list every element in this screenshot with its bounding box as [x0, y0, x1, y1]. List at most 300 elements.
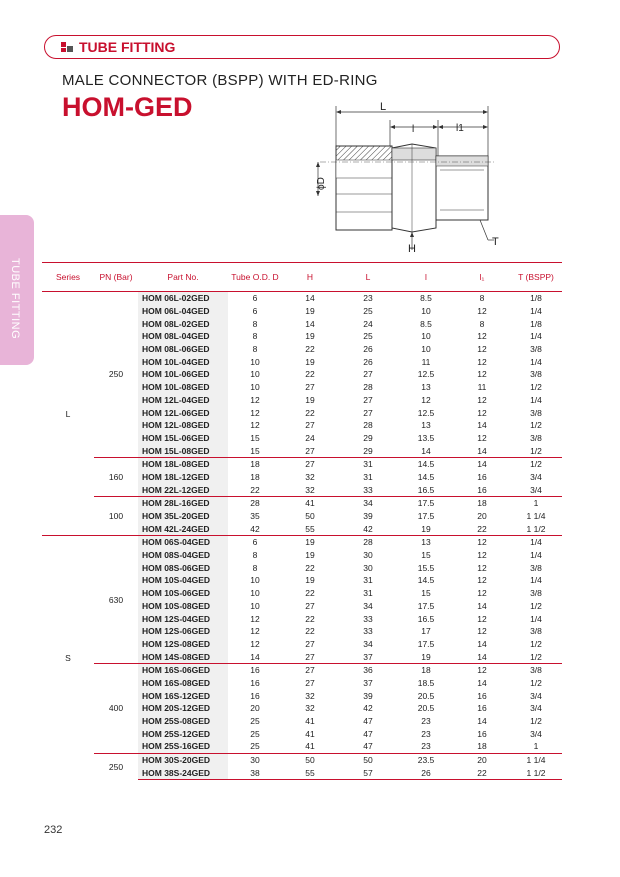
h-cell: 32 — [305, 690, 315, 701]
part-no-cell: HOM 06L-02GED — [138, 292, 228, 305]
L-cell: 27 — [363, 369, 373, 380]
l-cell: 15 — [421, 550, 431, 561]
L-cell: 39 — [363, 511, 373, 522]
tube-od-cell: 20 — [250, 703, 260, 714]
L-cell: 29 — [363, 432, 373, 443]
part-no-cell: HOM 08L-04GED — [138, 330, 228, 343]
l-cell: 11 — [421, 356, 431, 367]
tube-od-cell: 10 — [250, 356, 260, 367]
pn-cell: 400 — [94, 663, 138, 753]
h-cell: 22 — [305, 344, 315, 355]
L-cell: 47 — [363, 741, 373, 752]
l1-cell: 12 — [477, 588, 487, 599]
h-cell: 27 — [305, 651, 315, 662]
t-cell: 3/8 — [510, 663, 562, 676]
part-no-cell: HOM 25S-08GED — [138, 715, 228, 728]
part-no-cell: HOM 25S-12GED — [138, 727, 228, 740]
tube-od-cell: 8 — [252, 550, 258, 561]
L-cell: 24 — [363, 318, 373, 329]
part-no-cell: HOM 08L-06GED — [138, 343, 228, 356]
l-cell: 14 — [421, 445, 431, 456]
dim-T-label: T — [492, 236, 499, 248]
h-cell: 27 — [282, 457, 338, 470]
tube-od-cell: 15 — [250, 432, 260, 443]
t-cell: 1/2 — [530, 382, 542, 393]
h-cell: 24 — [305, 432, 315, 443]
series-cell: S — [42, 536, 94, 780]
dim-l-label: l — [412, 124, 415, 135]
L-cell: 28 — [363, 382, 373, 393]
l1-cell: 22 — [454, 766, 510, 779]
h-cell: 55 — [305, 523, 315, 534]
l1-cell: 12 — [477, 562, 487, 573]
l1-cell: 12 — [477, 344, 487, 355]
t-cell: 1 — [510, 497, 562, 510]
L-cell: 33 — [363, 613, 373, 624]
l-cell: 12 — [421, 394, 431, 405]
part-no-cell: HOM 15L-06GED — [138, 432, 228, 445]
l-cell: 17 — [421, 626, 431, 637]
L-cell: 31 — [363, 588, 373, 599]
t-cell: 1/2 — [530, 445, 542, 456]
t-cell: 3/8 — [530, 626, 542, 637]
table-row — [42, 497, 562, 510]
t-cell: 3/8 — [530, 562, 542, 573]
l-cell: 16.5 — [417, 484, 435, 495]
part-no-cell: HOM 16S-12GED — [138, 689, 228, 702]
table-row — [42, 457, 562, 470]
L-cell: 25 — [363, 306, 373, 317]
part-no-cell: HOM 12L-06GED — [138, 406, 228, 419]
L-cell: 31 — [363, 471, 373, 482]
l1-cell: 12 — [477, 331, 487, 342]
l-cell: 23 — [421, 728, 431, 739]
L-cell: 26 — [363, 356, 373, 367]
t-cell: 3/4 — [530, 728, 542, 739]
part-no-cell: HOM 10L-08GED — [138, 381, 228, 394]
col-h: H — [282, 263, 338, 292]
part-no-cell: HOM 15L-08GED — [138, 444, 228, 457]
side-tab-label: TUBE FITTING — [9, 258, 21, 340]
l-cell: 13 — [421, 420, 431, 431]
tube-od-cell: 12 — [250, 420, 260, 431]
h-cell: 19 — [282, 536, 338, 549]
t-cell: 1/8 — [530, 318, 542, 329]
L-cell: 57 — [338, 766, 398, 779]
tube-od-cell: 10 — [250, 588, 260, 599]
part-no-cell: HOM 12S-04GED — [138, 612, 228, 625]
tube-od-cell: 25 — [250, 728, 260, 739]
col-tube-od: Tube O.D. D — [228, 263, 282, 292]
L-cell: 33 — [363, 484, 373, 495]
L-cell: 25 — [363, 331, 373, 342]
pn-cell: 100 — [94, 497, 138, 536]
L-cell: 30 — [363, 562, 373, 573]
L-cell: 31 — [363, 575, 373, 586]
l-cell: 19 — [421, 523, 431, 534]
l1-cell: 8 — [479, 293, 485, 304]
l-cell: 10 — [421, 344, 431, 355]
tube-od-cell: 30 — [228, 753, 282, 766]
table-row — [42, 663, 562, 676]
L-cell: 30 — [363, 550, 373, 561]
part-no-cell: HOM 18L-08GED — [138, 457, 228, 470]
l-cell: 14.5 — [398, 457, 454, 470]
L-cell: 34 — [338, 497, 398, 510]
h-cell: 19 — [305, 575, 315, 586]
t-cell: 3/8 — [530, 344, 542, 355]
t-cell: 3/8 — [530, 588, 542, 599]
tube-od-cell: 12 — [250, 394, 260, 405]
l1-cell: 14 — [477, 651, 487, 662]
dim-H-label: H — [408, 243, 416, 255]
tube-od-cell: 18 — [250, 471, 260, 482]
t-cell: 1/4 — [530, 331, 542, 342]
header-logo-icon-part — [61, 48, 66, 52]
t-cell: 1/2 — [530, 600, 542, 611]
l-cell: 23 — [421, 741, 431, 752]
t-cell: 3/4 — [530, 471, 542, 482]
L-cell: 42 — [363, 703, 373, 714]
product-subtitle: MALE CONNECTOR (BSPP) WITH ED-RING — [62, 72, 378, 89]
l1-cell: 11 — [477, 382, 487, 393]
l1-cell: 20 — [477, 511, 487, 522]
h-cell: 41 — [305, 728, 315, 739]
dim-L-label: L — [380, 101, 387, 113]
part-no-cell: HOM 35L-20GED — [138, 510, 228, 523]
h-cell: 27 — [305, 677, 315, 688]
tube-od-cell: 22 — [250, 484, 260, 495]
l1-cell: 12 — [477, 369, 487, 380]
pn-cell: 250 — [94, 753, 138, 779]
h-cell: 22 — [305, 626, 315, 637]
L-cell: 33 — [363, 626, 373, 637]
h-cell: 27 — [305, 420, 315, 431]
part-no-cell: HOM 10L-06GED — [138, 368, 228, 381]
h-cell: 19 — [305, 356, 315, 367]
tube-od-cell: 10 — [250, 382, 260, 393]
l-cell: 16.5 — [417, 613, 435, 624]
l-cell: 17.5 — [417, 511, 435, 522]
t-cell: 1/4 — [510, 536, 562, 549]
l-cell: 18.5 — [417, 677, 435, 688]
tube-od-cell: 12 — [250, 626, 260, 637]
h-cell: 22 — [305, 407, 315, 418]
part-no-cell: HOM 12S-06GED — [138, 625, 228, 638]
t-cell: 3/4 — [530, 703, 542, 714]
l-cell: 13.5 — [417, 432, 435, 443]
t-cell: 1/4 — [530, 394, 542, 405]
section-title: TUBE FITTING — [79, 39, 176, 55]
L-cell: 34 — [363, 600, 373, 611]
tube-od-cell: 16 — [250, 690, 260, 701]
tube-od-cell: 8 — [252, 344, 258, 355]
h-cell: 22 — [305, 588, 315, 599]
page-number: 232 — [44, 824, 63, 836]
col-part-no: Part No. — [138, 263, 228, 292]
part-no-cell: HOM 16S-08GED — [138, 677, 228, 690]
part-no-cell: HOM 14S-08GED — [138, 650, 228, 663]
part-no-cell: HOM 20S-12GED — [138, 702, 228, 715]
table-row — [42, 536, 562, 549]
l1-cell: 14 — [454, 457, 510, 470]
l-cell: 8.5 — [420, 293, 432, 304]
L-cell: 47 — [363, 716, 373, 727]
h-cell: 19 — [305, 394, 315, 405]
tube-od-cell: 8 — [252, 331, 258, 342]
l1-cell: 16 — [477, 703, 487, 714]
h-cell: 41 — [305, 741, 315, 752]
t-cell: 1/2 — [530, 420, 542, 431]
l1-cell: 14 — [477, 677, 487, 688]
t-cell: 3/4 — [530, 484, 542, 495]
l-cell: 13 — [398, 536, 454, 549]
header-logo-icon — [61, 42, 66, 47]
l-cell: 19 — [421, 651, 431, 662]
l1-cell: 12 — [477, 432, 487, 443]
col-pn: PN (Bar) — [94, 263, 138, 292]
h-cell: 55 — [282, 766, 338, 779]
h-cell: 27 — [282, 663, 338, 676]
tube-od-cell: 15 — [250, 445, 260, 456]
h-cell: 14 — [305, 318, 315, 329]
table-header-row — [42, 263, 562, 292]
l-cell: 10 — [421, 306, 431, 317]
h-cell: 50 — [282, 753, 338, 766]
tube-od-cell: 16 — [228, 663, 282, 676]
t-cell: 1 1/2 — [510, 766, 562, 779]
h-cell: 19 — [305, 306, 315, 317]
tube-od-cell: 38 — [228, 766, 282, 779]
tube-od-cell: 12 — [250, 613, 260, 624]
l-cell: 20.5 — [417, 690, 435, 701]
tube-od-cell: 6 — [252, 293, 258, 304]
l1-cell: 8 — [479, 318, 485, 329]
h-cell: 27 — [305, 445, 315, 456]
l1-cell: 12 — [477, 550, 487, 561]
col-series: Series — [42, 263, 94, 292]
tube-od-cell: 42 — [250, 523, 260, 534]
h-cell: 32 — [305, 703, 315, 714]
L-cell: 28 — [338, 536, 398, 549]
header-logo-icon-part — [67, 46, 73, 52]
L-cell: 34 — [363, 638, 373, 649]
tube-od-cell: 10 — [250, 600, 260, 611]
L-cell: 28 — [363, 420, 373, 431]
L-cell: 50 — [338, 753, 398, 766]
l1-cell: 12 — [454, 663, 510, 676]
l1-cell: 12 — [477, 394, 487, 405]
l1-cell: 12 — [477, 626, 487, 637]
h-cell: 27 — [305, 382, 315, 393]
spec-table — [42, 262, 562, 780]
l1-cell: 12 — [477, 356, 487, 367]
table-row — [42, 292, 562, 305]
pn-cell: 250 — [108, 369, 124, 380]
part-no-cell: HOM 10S-08GED — [138, 600, 228, 613]
L-cell: 47 — [363, 728, 373, 739]
tube-od-cell: 12 — [250, 407, 260, 418]
l1-cell: 12 — [477, 407, 487, 418]
part-no-cell: HOM 12L-08GED — [138, 419, 228, 432]
part-no-cell: HOM 10S-06GED — [138, 587, 228, 600]
col-L: L — [338, 263, 398, 292]
tube-od-cell: 10 — [250, 369, 260, 380]
part-no-cell: HOM 08S-04GED — [138, 549, 228, 562]
l1-cell: 16 — [477, 471, 487, 482]
h-cell: 41 — [282, 497, 338, 510]
l-cell: 14.5 — [417, 575, 435, 586]
part-no-cell: HOM 10L-04GED — [138, 355, 228, 368]
l-cell: 14.5 — [417, 471, 435, 482]
tube-od-cell: 25 — [250, 741, 260, 752]
part-no-cell: HOM 12L-04GED — [138, 394, 228, 407]
part-no-cell: HOM 16S-06GED — [138, 663, 228, 676]
l1-cell: 22 — [477, 523, 487, 534]
t-cell: 1/2 — [530, 716, 542, 727]
L-cell: 29 — [363, 445, 373, 456]
part-no-cell: HOM 08L-02GED — [138, 317, 228, 330]
part-no-cell: HOM 25S-16GED — [138, 740, 228, 753]
l-cell: 17.5 — [417, 600, 435, 611]
l1-cell: 14 — [477, 716, 487, 727]
part-no-cell: HOM 28L-16GED — [138, 497, 228, 510]
h-cell: 41 — [305, 716, 315, 727]
L-cell: 36 — [338, 663, 398, 676]
l1-cell: 16 — [477, 690, 487, 701]
l-cell: 13 — [421, 382, 431, 393]
t-cell: 1/4 — [530, 613, 542, 624]
l1-cell: 14 — [477, 420, 487, 431]
t-cell: 1/4 — [530, 575, 542, 586]
t-cell: 1/4 — [530, 356, 542, 367]
L-cell: 42 — [363, 523, 373, 534]
h-cell: 19 — [305, 550, 315, 561]
L-cell: 23 — [363, 293, 373, 304]
tube-od-cell: 16 — [250, 677, 260, 688]
l1-cell: 14 — [477, 600, 487, 611]
l1-cell: 18 — [454, 497, 510, 510]
h-cell: 50 — [305, 511, 315, 522]
t-cell: 1/2 — [510, 457, 562, 470]
t-cell: 3/8 — [530, 407, 542, 418]
l-cell: 23 — [421, 716, 431, 727]
part-no-cell: HOM 12S-08GED — [138, 638, 228, 651]
tube-od-cell: 6 — [228, 536, 282, 549]
t-cell: 1 — [533, 741, 539, 752]
h-cell: 32 — [305, 471, 315, 482]
l1-cell: 12 — [477, 306, 487, 317]
part-no-cell: HOM 10S-04GED — [138, 574, 228, 587]
l1-cell: 16 — [477, 484, 487, 495]
l-cell: 15.5 — [417, 562, 435, 573]
part-no-cell: HOM 06L-04GED — [138, 305, 228, 318]
l-cell: 17.5 — [398, 497, 454, 510]
l-cell: 17.5 — [417, 638, 435, 649]
L-cell: 26 — [363, 344, 373, 355]
fitting-drawing — [290, 100, 510, 260]
part-no-cell: HOM 18L-12GED — [138, 471, 228, 484]
tube-od-cell: 14 — [250, 651, 260, 662]
tube-od-cell: 10 — [250, 575, 260, 586]
t-cell: 1/2 — [530, 638, 542, 649]
h-cell: 19 — [305, 331, 315, 342]
h-cell: 14 — [305, 293, 315, 304]
L-cell: 37 — [363, 677, 373, 688]
l-cell: 10 — [421, 331, 431, 342]
spec-table-wrap — [42, 262, 562, 780]
col-l: l — [398, 263, 454, 292]
l1-cell: 18 — [477, 741, 487, 752]
L-cell: 39 — [363, 690, 373, 701]
dim-l1-label: l1 — [456, 123, 464, 134]
t-cell: 1/2 — [530, 651, 542, 662]
t-cell: 1/4 — [530, 550, 542, 561]
tube-od-cell: 18 — [228, 457, 282, 470]
h-cell: 27 — [305, 600, 315, 611]
l-cell: 8.5 — [420, 318, 432, 329]
tube-od-cell: 8 — [252, 562, 258, 573]
part-no-cell: HOM 30S-20GED — [138, 753, 228, 766]
section-header — [44, 35, 560, 59]
tube-od-cell: 28 — [228, 497, 282, 510]
tube-od-cell: 6 — [252, 306, 258, 317]
t-cell: 3/8 — [530, 369, 542, 380]
tube-od-cell: 8 — [252, 318, 258, 329]
L-cell: 31 — [338, 457, 398, 470]
part-no-cell: HOM 38S-24GED — [138, 766, 228, 779]
L-cell: 37 — [363, 651, 373, 662]
l-cell: 20.5 — [417, 703, 435, 714]
tube-od-cell: 35 — [250, 511, 260, 522]
part-no-cell: HOM 42L-24GED — [138, 522, 228, 535]
part-no-cell: HOM 08S-06GED — [138, 561, 228, 574]
l-cell: 15 — [421, 588, 431, 599]
l-cell: 23.5 — [398, 753, 454, 766]
h-cell: 32 — [305, 484, 315, 495]
l1-cell: 12 — [477, 575, 487, 586]
t-cell: 1/4 — [530, 306, 542, 317]
L-cell: 27 — [363, 407, 373, 418]
l-cell: 12.5 — [417, 407, 435, 418]
pn-cell: 160 — [94, 457, 138, 496]
col-l1: l₁ — [454, 263, 510, 292]
h-cell: 27 — [305, 638, 315, 649]
l-cell: 26 — [398, 766, 454, 779]
t-cell: 3/8 — [530, 432, 542, 443]
t-cell: 1/2 — [530, 677, 542, 688]
t-cell: 1/8 — [530, 293, 542, 304]
l1-cell: 14 — [477, 445, 487, 456]
t-cell: 1 1/2 — [526, 523, 546, 534]
t-cell: 3/4 — [530, 690, 542, 701]
h-cell: 22 — [305, 562, 315, 573]
h-cell: 22 — [305, 369, 315, 380]
table-row — [42, 753, 562, 766]
t-cell: 1 1/4 — [526, 511, 546, 522]
l1-cell: 20 — [454, 753, 510, 766]
part-no-cell: HOM 06S-04GED — [138, 536, 228, 549]
t-cell: 1 1/4 — [510, 753, 562, 766]
l1-cell: 12 — [454, 536, 510, 549]
pn-cell: 630 — [94, 536, 138, 664]
product-code: HOM-GED — [62, 92, 193, 122]
tube-od-cell: 12 — [250, 638, 260, 649]
h-cell: 22 — [305, 613, 315, 624]
l1-cell: 14 — [477, 638, 487, 649]
part-no-cell: HOM 22L-12GED — [138, 483, 228, 496]
l-cell: 18 — [398, 663, 454, 676]
